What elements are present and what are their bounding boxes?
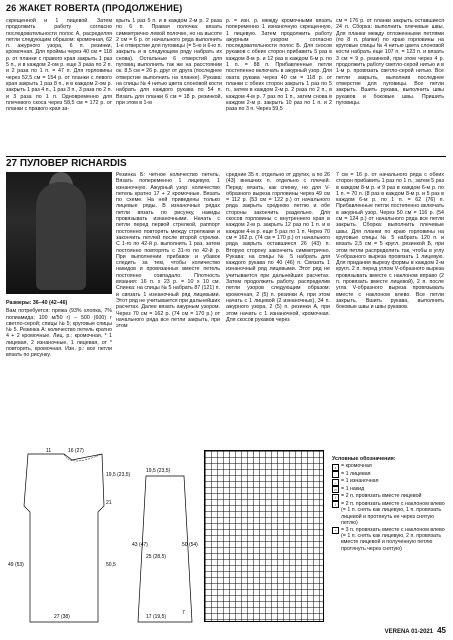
legend-text: = 3 п. провязать вместе с наклоном влево (= 1 п. снять как лицевую, 2 п. провязать вместе лицевой и полученную петлю протянуть через снятую) (341, 526, 445, 552)
back-label-5: 50,5 (106, 562, 116, 568)
legend-item (332, 493, 446, 501)
sleeve-label-2: 50 (54) (182, 542, 198, 548)
body-pattern-outline (24, 454, 104, 622)
legend-item (332, 471, 446, 479)
legend-symbol: – (332, 479, 339, 486)
legend-symbol: \ (332, 501, 339, 508)
sleeve-label-1: 43 (47) (132, 542, 148, 548)
back-label-1: 16 (27) (68, 448, 84, 454)
pullover-column-1: Резинка Б: четное количество петель. Вязать попеременно 1 лицевую, 1 изнаночную. Ажурный узор: количество петель кратно 17 + 2 кромочные. Вязать по схеме. На ней приведены только лицевые ряды. В изнаночных рядах петли вязать по рисунку, накиды провязывать изнаночными. Начать с петли перед первой стрелкой, раппорт постоянно повторять между стрелками и закончить петлей после второй стрелки. С 1-го по 42-й р. выполнить 1 раз, затем постоянно повторять с 31-го по 42-й р. При выполнении прибавок и убавок следить за тем, чтобы количество накидов и провязанных вместе петель постоянно совпадало. Плотность вязания: 16 п. x 23 р. = 10 x 10 см. Спинка: на спицы № 5 набрать 87 (121) п. и связать 1 изнаночный ряд лицевыми. Этот ряд не учитывается при дальнейших расчетах. Далее вязать ажурным узором. Через 70 см = 162 р. (74 см = 170 р.) от начального ряда все петли закрыть, при этом (116, 172, 220, 330)
legend-title: Условные обозначения: (332, 456, 396, 462)
legend-text: = 1 накид (341, 485, 365, 492)
back-label-6: 27 (38) (54, 614, 70, 620)
sizes-label: Размеры: 36–40 (42–46) (6, 300, 68, 306)
text-column-2: крыть 1 раз 5 п. и в каждом 2-м р. 2 раза по 6 п. Правая полочка: вязать симметрично левой полочке, но на высоте 2 см = 6 р. от начального ряда выполнить 1-е отверстие для пуговицы (= 5-ю и 6-ю п. закрыть и в следующем ряду набрать их снова). Остальные 6 отверстий для пуговиц выполнить так же на расстоянии ок. 8,5 см = 26 р. друг от друга (последнее отверстие выполнить на планке). Рукава: на спицы № 4 нитью цвета слоновой кости набрать для каждого рукава по 54 п. Вязать для планки 6 см = 18 р. резинкой, при этом в 1-м (116, 18, 222, 106)
legend-item (332, 478, 446, 486)
text-column-1: скрещенной и 1 лицевой. Затем продолжить работу согласно последовательности полос А, расределяя петли следующим образом: кромочная, 62 п. ажурного узора, 6 п. резинки, кромочная. Для проймы через 40 см = 118 р. от планки с правого края закрыть 1 раз 5 п., и в каждом 2-ом р. еще 3 раза по 2 п. и 2 раза по 1 п. = 47 п. Для горловины через 52,5 см = 154 р. от планки с левого края закрыть 1 раз 8 п., и в каждом 2-ом р. закрыть 1 раз 4 п., 1 раз 3 п., 3 раза по 2 п. и 3 раза по 1 п. Одновременно для плечевого скоса через 58,5 см = 172 р. от планки с правого края за- (6, 18, 112, 113)
legend-symbol: • (332, 464, 339, 471)
pullover-column-2: средние 35 п. отдельно от других, а по 26 (43) внешних п. отдельно с плечей. Перед: вязать, как спинку, но для V-образного выреза горловины через 49 см = 112 р. (53 см = 122 р.) от начального ряда закрыть среднюю петлю и обе стороны закончить раздельно. Для скосов горловины с внутреннего края в каждом 2-м р. закрыть 12 раз по 1 п. и в каждом 4-м р. еще 5 раз по 1 п. Через 70 см = 162 р. (74 см = 170 р.) от начального ряда закрыть оставшиеся 26 (43) п. Вторую сторону закончить симметрично. Рукава: на спицы № 5 набрать для каждого рукава по 40 (46) п. Связать 1 изнаночный ряд лицевыми. Этот ряд не учитывается при дальнейших расчетах. Затем продолжить работу, распределив петли узоров следующим образом: кромочная, 2 (5) п. резинки А, при этом начать с 1 лицевой (2 изнаночных), 34 п. ажурного узора, 2 (5) п. резинки А, при этом начать с 1 изнаночной, кромочная. Для скосов рукавов через (226, 172, 330, 323)
back-label-3: 21 (106, 500, 112, 506)
knitting-chart-grid (204, 450, 324, 622)
pullover-column-3: 7 см = 16 р. от начального ряда с обеих сторон прибавить 1 раз по 1 п., затем 5 раз в каждом 8-м р. и 9 раз в каждом 6-м р. по 1 п. = 70 п. (8 раз в каждом 8-м р. и 5 раз в каждом 6-м р. по 1 п. = 62 (76) п. Прибавленные петли постепенно включать в ажурный узор. Через 50 см = 116 р. (54 см = 124 р.) от начального ряда все петли закрыть. Сборка: выполнить плечевые швы. Для планки по краю горловины на круговые спицы № 5 набрать 120 п. и вязать 2,5 см = 5 кругл. резинкой Б, при этом петли распределить так, чтобы в углу V-образного выреза провязать 1 лицевую. Для придания вырезу формы в каждом 2-м кругл. 2 п. перед углом V-образного выреза провязывать вместе с наклоном вправо (2 п. провязать вместе лицевой), 2 п. после угла V-образного выреза провязывать вместе с наклоном влево. Все петли закрыть. Вшить рукава, выполнить боковые швы и швы рукавов. (336, 172, 444, 311)
sleeve-label-0: 19,5 (23,5) (146, 468, 171, 474)
back-label-2: 19,5 (23,5) (106, 472, 131, 478)
materials-text: Вам потребуется: пряжа (93% хлопка, 7% полиамида; 100 м/50 г) – 500 (600) г светло-серой; спицы № 5; круговые спицы № 5. Резинка А: количество петель кратно 4 + 2 кромочные. Лиц. р.: кромочная, * 1 лицевая, 2 изнаночные, 1 лицевая, от * повторять, кромочная. Изн. р.: все петли вязать по рисунку. (6, 308, 112, 359)
text-column-4: см = 176 р. от планки закрыть оставшиеся 24 п. Сборка: выполнить плечевые швы. Для планки между отложенными петлями (по 8 п. planки) по краю горловины на круговые спицы № 4 нитью цвета слоновой кости набрать еще 107 п. = 123 п. и вязать 3 см = 9 р. резинкой, при этом через 4 р. продолжить работу светло-серой нитью и в 1-м р. провязать светло-серой нитью. Все петли закрыть, выполнив последнее отверстие для пуговицы. Все петли закрыть. Вшить рукава, выполнить швы рукавов и боковые швы. Пришить пуговицы. (336, 18, 444, 106)
page-footer (370, 626, 446, 636)
model-photo (6, 172, 112, 294)
page-number: 45 (437, 626, 446, 635)
magazine-name: VERENA 01-2021 (384, 629, 434, 635)
sleeve-label-5: 25 (28,5) (146, 554, 167, 560)
legend-symbol: / (332, 494, 339, 501)
legend-item (332, 463, 446, 471)
sleeve-pattern-outline (138, 476, 192, 622)
legend-text: = 1 изнаночная (341, 478, 379, 485)
photo-figure-shape (36, 182, 86, 290)
legend-text: = 1 лицевая (341, 470, 371, 477)
sleeve-label-3: 7 (182, 610, 185, 616)
legend-text: = 2 п. провязать вместе с наклоном влево (= 1 п. снять как лицевую, 1 п. провязать лицевой и протянуть ее через снятую петлю) (341, 500, 445, 527)
sleeve-label-4: 17 (19,5) (146, 614, 167, 620)
legend-item (332, 501, 446, 527)
legend-item (332, 527, 446, 553)
back-label-0: 11 (46, 448, 52, 454)
legend-symbol (332, 471, 339, 478)
legend-items (332, 463, 446, 552)
section-header-roberta: 26 ЖАКЕТ ROBERTA (ПРОДОЛЖЕНИЕ) (6, 3, 183, 13)
sizes-and-materials (6, 300, 112, 440)
text-column-3: р. = изн. р. между кромочными вязать попеременно 1 изнаночную скрещенную, 1 лицевую. Затем продолжить работу ажурным узором согласно последовательности полос Б. Для скосов рукавов с обеих сторон прибавить 5 раз в каждом 8-м р. и 12 раз в каждом 6-м р. по 1 п. = 88 п. Прибавленные петли постепенно включать в ажурный узор. Для оката рукава через 40 см = 118 р. от планки с обеих сторон закрыть 1 раз по 5 п., затем в каждом 2-м р. 2 раза по 2 п., в каждом 4-м р. 7 раз по 1 п., затем снова в каждом 2-м р. закрыть 10 раз по 1 п. и 2 раза по 3 п. Через 59,5 (226, 18, 332, 113)
back-label-4: 49 (53) (8, 562, 24, 568)
legend (332, 456, 446, 616)
section-header-richardis: 27 ПУЛОВЕР RICHARDIS (6, 156, 446, 172)
legend-symbol: o (332, 486, 339, 493)
legend-text: = 2 п. провязать вместе лицевой (341, 493, 422, 500)
legend-symbol: ^ (332, 527, 339, 534)
legend-text: = кромочная (341, 463, 372, 470)
